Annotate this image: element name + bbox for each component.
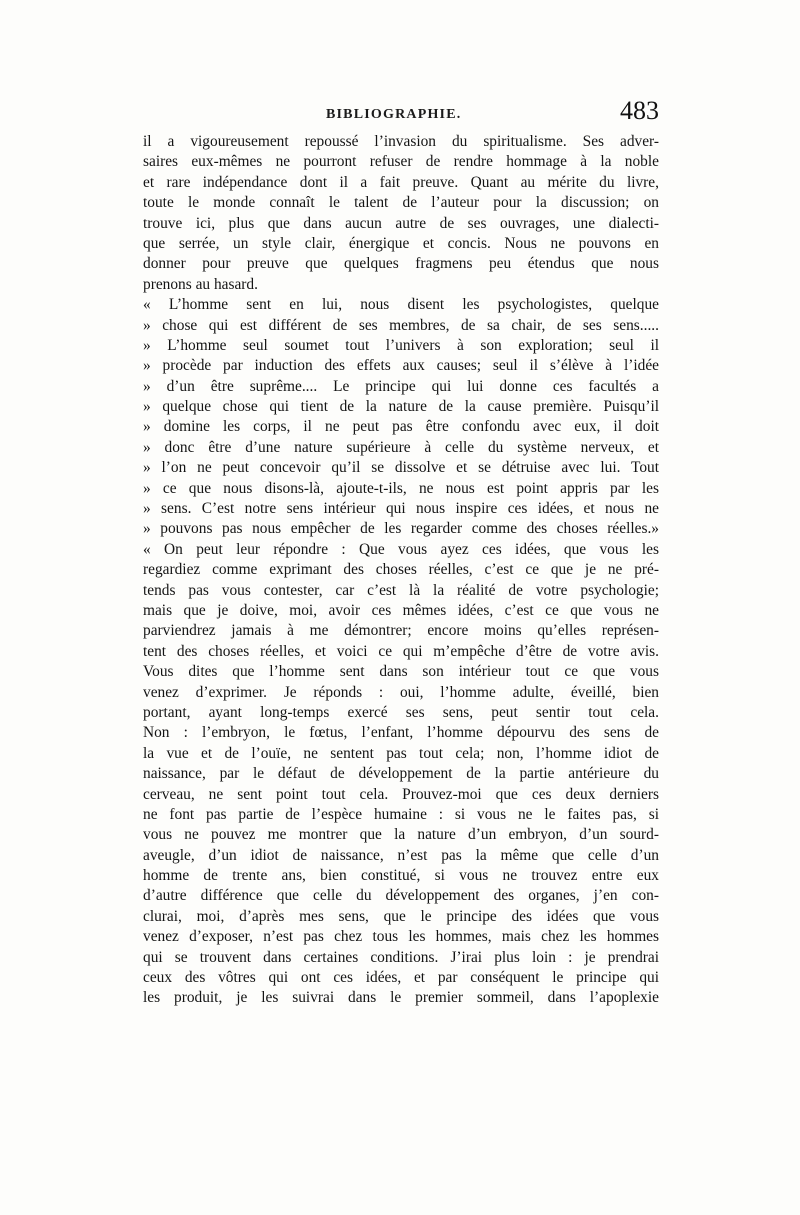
text-line: venez d’exposer, n’est pas chez tous les hommes, mais chez les hommes [143,928,659,946]
text-line: aveugle, d’un idiot de naissance, n’est pas la même que celle d’un [143,846,659,864]
text-line: » quelque chose qui tient de la nature de la cause première. Puisqu’il [143,398,659,416]
text-line: trouve ici, plus que dans aucun autre de ses ouvrages, une dialecti- [143,214,659,232]
text-line: donner pour preuve que quelques fragmens peu étendus que nous [143,255,659,273]
text-line: il a vigoureusement repoussé l’invasion du spiritualisme. Ses adver- [143,133,659,150]
page-header [143,97,659,129]
text-line: » chose qui est différent de ses membres, de sa chair, de ses sens..... [143,316,659,334]
text-line: toute le monde connaît le talent de l’auteur pour la discussion; on [143,194,659,212]
body-text [143,132,659,1009]
text-line: » procède par induction des effets aux causes; seul il s’élève à l’idée [143,357,659,375]
text-line: ne font pas partie de l’espèce humaine : si vous ne le faites pas, si [143,805,659,823]
page-number: 483 [620,96,659,125]
text-line: prenons au hasard. [143,275,258,293]
text-line: » ce que nous disons-là, ajoute-t-ils, ne nous est point appris par les [143,479,659,497]
text-line: tends pas vous contester, car c’est là la réalité de votre psychologie; [143,581,659,599]
text-line: Non : l’embryon, le fœtus, l’enfant, l’homme dépourvu des sens de [143,724,659,742]
text-line: ceux des vôtres qui ont ces idées, et par conséquent le principe qui [143,969,659,987]
text-line: saires eux-mêmes ne pourront refuser de rendre hommage à la noble [143,153,659,171]
text-line: « L’homme sent en lui, nous disent les psychologistes, quelque [143,296,659,314]
text-line: » domine les corps, il ne peut pas être confondu avec eux, il doit [143,418,659,436]
text-line: regardiez comme exprimant des choses réelles, c’est ce que je ne pré- [143,561,659,579]
text-line: venez d’exprimer. Je réponds : oui, l’homme adulte, éveillé, bien [143,683,659,701]
text-line: mais que je doive, moi, avoir ces mêmes idées, c’est ce que vous ne [143,601,659,619]
text-line: portant, ayant long-temps exercé ses sens, peut sentir tout cela. [143,703,659,721]
text-line: cerveau, ne sent point tout cela. Prouvez-moi que ces deux derniers [143,785,659,803]
text-line: » donc être d’une nature supérieure à celle du système nerveux, et [143,438,659,456]
running-title: BIBLIOGRAPHIE. [326,107,462,122]
text-line: les produit, je les suivrai dans le premier sommeil, dans l’apoplexie [143,989,659,1007]
text-line: la vue et de l’ouïe, ne sentent pas tout cela; non, l’homme idiot de [143,744,659,762]
text-line: Vous dites que l’homme sent dans son intérieur tout ce que vous [143,663,659,681]
text-line: » L’homme seul soumet tout l’univers à son exploration; seul il [143,336,659,354]
text-line: clurai, moi, d’après mes sens, que le principe des idées que vous [143,907,659,925]
text-line: » pouvons pas nous empêcher de les regarder comme des choses réelles.» [143,520,659,538]
text-line: » d’un être suprême.... Le principe qui lui donne ces facultés a [143,377,659,395]
text-line: « On peut leur répondre : Que vous ayez ces idées, que vous les [143,540,659,558]
text-line: homme de trente ans, bien constitué, si vous ne trouvez entre eux [143,867,659,885]
text-line: que serrée, un style clair, énergique et concis. Nous ne pouvons en [143,234,659,252]
text-line: d’autre différence que celle du développement des organes, j’en con- [143,887,659,905]
text-line: vous ne pouvez me montrer que la nature d’un embryon, d’un sourd- [143,826,659,844]
text-line: » l’on ne peut concevoir qu’il se dissolve et se détruise avec lui. Tout [143,459,659,477]
text-line: » sens. C’est notre sens intérieur qui nous inspire ces idées, et nous ne [143,500,659,518]
text-line: tent des choses réelles, et voici ce qui m’empêche d’être de votre avis. [143,642,659,660]
text-line: naissance, par le défaut de développement de la partie antérieure du [143,765,659,783]
text-line: qui se trouvent dans certaines conditions. J’irai plus loin : je prendrai [143,948,659,966]
text-line: et rare indépendance dont il a fait preuve. Quant au mérite du livre, [143,173,659,191]
text-line: parviendrez jamais à me démontrer; encore moins qu’elles représen- [143,622,659,640]
